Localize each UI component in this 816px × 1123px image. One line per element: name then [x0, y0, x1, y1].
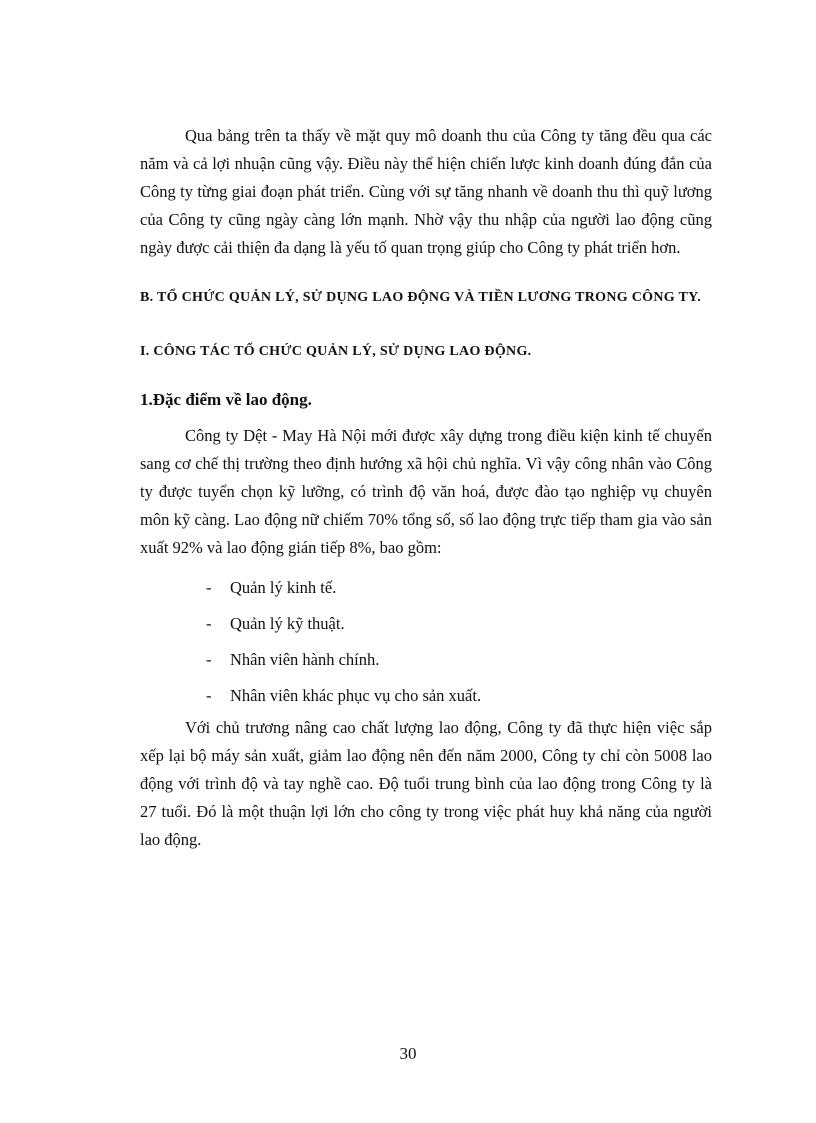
paragraph-revenue-summary: Qua bảng trên ta thấy về mặt quy mô doanh thu của Công ty tăng đều qua các năm và cả lợi nhuận cũng vậy. Điều này thể hiện chiến lược kinh doanh đúng đắn của Công ty từng giai đoạn phát triển. Cùng với sự tăng nhanh về doanh thu thì quỹ lương của Công ty cũng ngày càng lớn mạnh. Nhờ vậy thu nhập của người lao động cũng ngày được cải thiện đa dạng là yếu tố quan trọng giúp cho Công ty phát triển hơn. — [140, 126, 712, 257]
list-item-text: Nhân viên hành chính. — [230, 650, 380, 669]
list-item-text: Quản lý kỹ thuật. — [230, 614, 345, 633]
document-page — [140, 122, 712, 854]
list-dash: - — [206, 614, 212, 633]
labor-category-list — [140, 570, 712, 714]
section-heading-i: I. CÔNG TÁC TỔ CHỨC QUẢN LÝ, SỬ DỤNG LAO ĐỘNG. — [140, 344, 532, 359]
paragraph-labor-characteristics: Công ty Dệt - May Hà Nội mới được xây dựng trong điều kiện kinh tế chuyển sang cơ chế thị trường theo định hướng xã hội chủ nghĩa. Vì vậy công nhân vào Công ty được tuyển chọn kỹ lưỡng, có trình độ văn hoá, được đào tạo nghiệp vụ chuyên môn kỹ càng. Lao động nữ chiếm 70% tổng số, số lao động trực tiếp tham gia vào sản xuất 92% và lao động gián tiếp 8%, bao gồm: — [140, 426, 712, 557]
list-dash: - — [206, 650, 212, 669]
list-item — [140, 678, 712, 714]
list-item — [140, 570, 712, 606]
list-dash: - — [206, 578, 212, 597]
section-heading-b: B. TỔ CHỨC QUẢN LÝ, SỬ DỤNG LAO ĐỘNG VÀ TIỀN LƯƠNG TRONG CÔNG TY. — [140, 290, 702, 305]
page-number: 30 — [399, 1044, 417, 1063]
list-item — [140, 606, 712, 642]
list-item — [140, 642, 712, 678]
paragraph-labor-quality: Với chủ trương nâng cao chất lượng lao động, Công ty đã thực hiện việc sắp xếp lại bộ máy sản xuất, giảm lao động nên đến năm 2000, Công ty chỉ còn 5008 lao động với trình độ và tay nghề cao. Độ tuổi trung bình của lao động trong Công ty là 27 tuổi. Đó là một thuận lợi lớn cho công ty trong việc phát huy khả năng của người lao động. — [140, 718, 712, 849]
list-item-text: Quản lý kinh tế. — [230, 578, 337, 597]
list-dash: - — [206, 686, 212, 705]
list-item-text: Nhân viên khác phục vụ cho sản xuất. — [230, 686, 482, 705]
subsection-heading-1: 1.Đặc điểm về lao động. — [140, 390, 312, 409]
